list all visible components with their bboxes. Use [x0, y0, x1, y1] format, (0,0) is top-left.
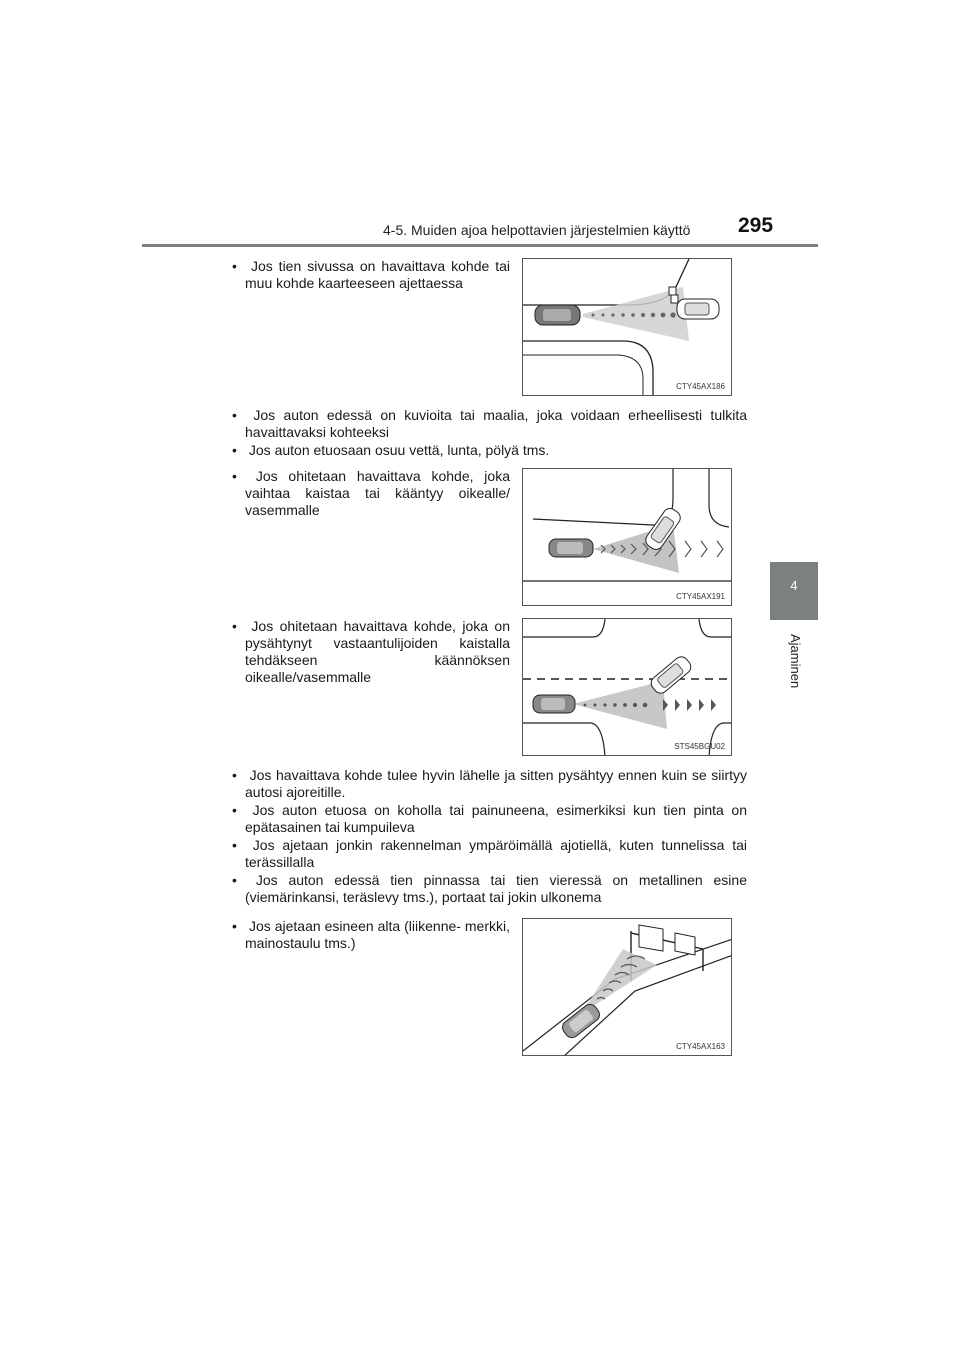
list-item-text: Jos ohitetaan havaittava kohde, joka on pysähtynyt vastaantulijoiden kaistalla tehdäkseen käännöksen oikealle/vasemmalle	[245, 618, 511, 685]
figure-code: CTY45AX163	[676, 1042, 725, 1051]
list-item	[227, 407, 747, 441]
list-item-text: Jos auton etuosaan osuu vettä, lunta, pölyä tms.	[248, 442, 550, 458]
list-item	[227, 258, 510, 292]
oncoming-turn-diagram	[523, 619, 732, 756]
figure-turning-car	[522, 468, 732, 606]
chapter-label: Ajaminen	[788, 634, 803, 689]
list-item-text: Jos ajetaan jonkin rakennelman ympäröimällä ajotiellä, kuten tunnelissa tai terässillalla	[245, 837, 748, 870]
chapter-tab[interactable]	[770, 562, 818, 620]
list-item	[227, 468, 510, 519]
list-item-text: Jos tien sivussa on havaittava kohde tai muu kohde kaarteeseen ajettaessa	[245, 258, 511, 291]
list-item	[227, 767, 747, 801]
list-item-text: Jos auton edessä on kuvioita tai maalia, joka voidaan erheellisesti tulkita havaittavaksi kohteeksi	[245, 407, 748, 440]
list-item	[227, 837, 747, 871]
list-item-text: Jos havaittava kohde tulee hyvin lähelle ja sitten pysähtyy ennen kuin se siirtyy autosi ajoreitille.	[245, 767, 748, 800]
figure-curve-object	[522, 258, 732, 396]
list-item-text: Jos auton edessä tien pinnassa tai tien vieressä on metallinen esine (viemärinkansi, teräslevy tms.), portaat tai jokin ulkonema	[245, 872, 747, 905]
list-item	[227, 872, 747, 906]
chapter-number: 4	[790, 578, 798, 593]
figure-code: CTY45AX186	[676, 382, 725, 391]
section-title: 4-5. Muiden ajoa helpottavien järjestelmien käyttö	[383, 222, 691, 238]
list-item	[227, 802, 747, 836]
figure-code: STS45BGU02	[674, 742, 725, 751]
overhead-sign-diagram	[523, 919, 732, 1056]
list-item-text: Jos auton etuosa on koholla tai painuneena, esimerkiksi kun tien pinta on epätasainen tai kumpuileva	[245, 802, 747, 835]
list-item	[227, 442, 747, 459]
intersection-diagram	[523, 469, 732, 606]
figure-overhead-sign	[522, 918, 732, 1056]
page-number: 295	[738, 214, 774, 237]
list-item	[227, 918, 510, 952]
figure-stopped-oncoming	[522, 618, 732, 756]
list-item-text: Jos ohitetaan havaittava kohde, joka vaihtaa kaistaa tai kääntyy oikealle/ vasemmalle	[245, 468, 510, 518]
list-item	[227, 618, 510, 686]
curve-diagram	[523, 259, 732, 396]
header-rule	[142, 244, 818, 247]
list-item-text: Jos ajetaan esineen alta (liikenne- merkki, mainostaulu tms.)	[245, 918, 510, 951]
figure-code: CTY45AX191	[676, 592, 725, 601]
